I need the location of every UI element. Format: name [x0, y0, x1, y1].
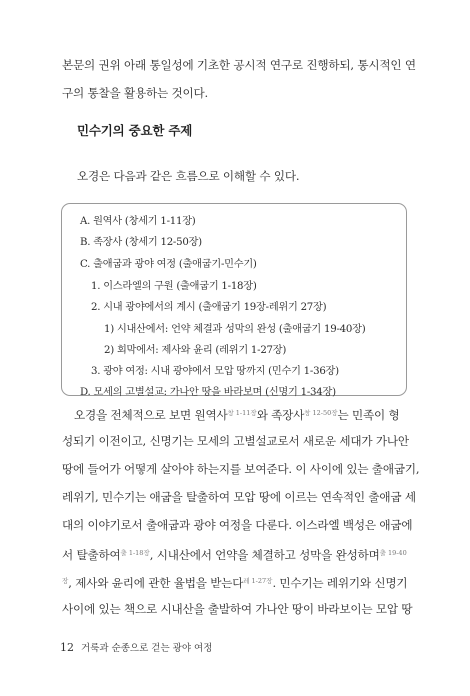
page-footer: [60, 640, 212, 654]
text-line: 레위기, 민수기는 애굽을 탈출하여 모압 땅에 이르는 연속적인 출애굽 세: [62, 490, 416, 504]
outline-item-d: D. 모세의 고별설교: 가나안 땅을 바라보며 (신명기 1-34장): [80, 387, 336, 398]
outline-item-a: A. 원역사 (창세기 1-11장): [80, 216, 196, 227]
outline-item-c2-2: 2) 회막에서: 제사와 윤리 (레위기 1-27장): [104, 345, 287, 356]
outline-item-c: C. 출애굽과 광야 여정 (출애굽기-민수기): [80, 259, 257, 270]
outline-item-c3: 3. 광야 여정: 시내 광야에서 모압 땅까지 (민수기 1-36장): [91, 366, 339, 377]
page-number: 12: [60, 641, 74, 654]
scripture-ref: 레 1-27장: [243, 577, 273, 585]
text-line: $^장$, 제사와 윤리에 관한 율법을 받는다$^{레 1-27장}$. 민수기는 레위기와 신명기: [62, 576, 408, 590]
intro-sentence: 오경은 다음과 같은 흐름으로 이해할 수 있다.: [77, 169, 300, 183]
text-line: 구의 통찰을 활용하는 것이다.: [62, 86, 208, 100]
text-line: 땅에 들어가 어떻게 살아야 하는지를 보여준다. 이 사이에 있는 출애굽기,: [62, 462, 420, 476]
section-heading: 민수기의 중요한 주제: [77, 123, 193, 138]
text-line: 성되기 이전이고, 신명기는 모세의 고별설교로서 새로운 세대가 가나안: [62, 434, 409, 448]
running-title: 거룩과 순종으로 걷는 광야 여정: [81, 643, 213, 654]
outline-item-b: B. 족장사 (창세기 12-50장): [80, 237, 202, 248]
text-line: 오경을 전체적으로 보면 원역사$^{창 1-11장}$와 족장사$^{창 12-50장}$는 민족이 형: [74, 408, 400, 422]
scripture-ref: 출 19-40: [379, 549, 407, 557]
outline-item-c1: 1. 이스라엘의 구원 (출애굽기 1-18장): [91, 281, 257, 292]
text-line: 서 탈출하여$^{출 1-18장}$, 시내산에서 언약을 체결하고 성막을 완성하며$^{출 19-40}$: [62, 548, 407, 562]
scripture-ref: 창 12-50장: [304, 409, 338, 417]
outline-item-c2: 2. 시내 광야에서의 계시 (출애굽기 19장-레위기 27장): [91, 302, 327, 313]
scripture-ref: 장: [62, 577, 69, 585]
text-line: 사이에 있는 책으로 시내산을 출발하여 가나안 땅이 바라보이는 모압 땅: [62, 602, 413, 616]
pentateuch-outline-box: [61, 203, 407, 396]
body-paragraph-1: [62, 51, 416, 107]
text-line: 본문의 권위 아래 통일성에 기초한 공시적 연구로 진행하되, 통시적인 연: [62, 58, 416, 72]
text-line: 대의 이야기로서 출애굽과 광야 여정을 다룬다. 이스라엘 백성은 애굽에: [62, 518, 413, 532]
scripture-ref: 출 1-18장: [120, 549, 150, 557]
outline-item-c2-1: 1) 시내산에서: 언약 체결과 성막의 완성 (출애굽기 19-40장): [104, 324, 366, 335]
body-paragraph-2: [62, 399, 420, 623]
scripture-ref: 창 1-11장: [227, 409, 257, 417]
